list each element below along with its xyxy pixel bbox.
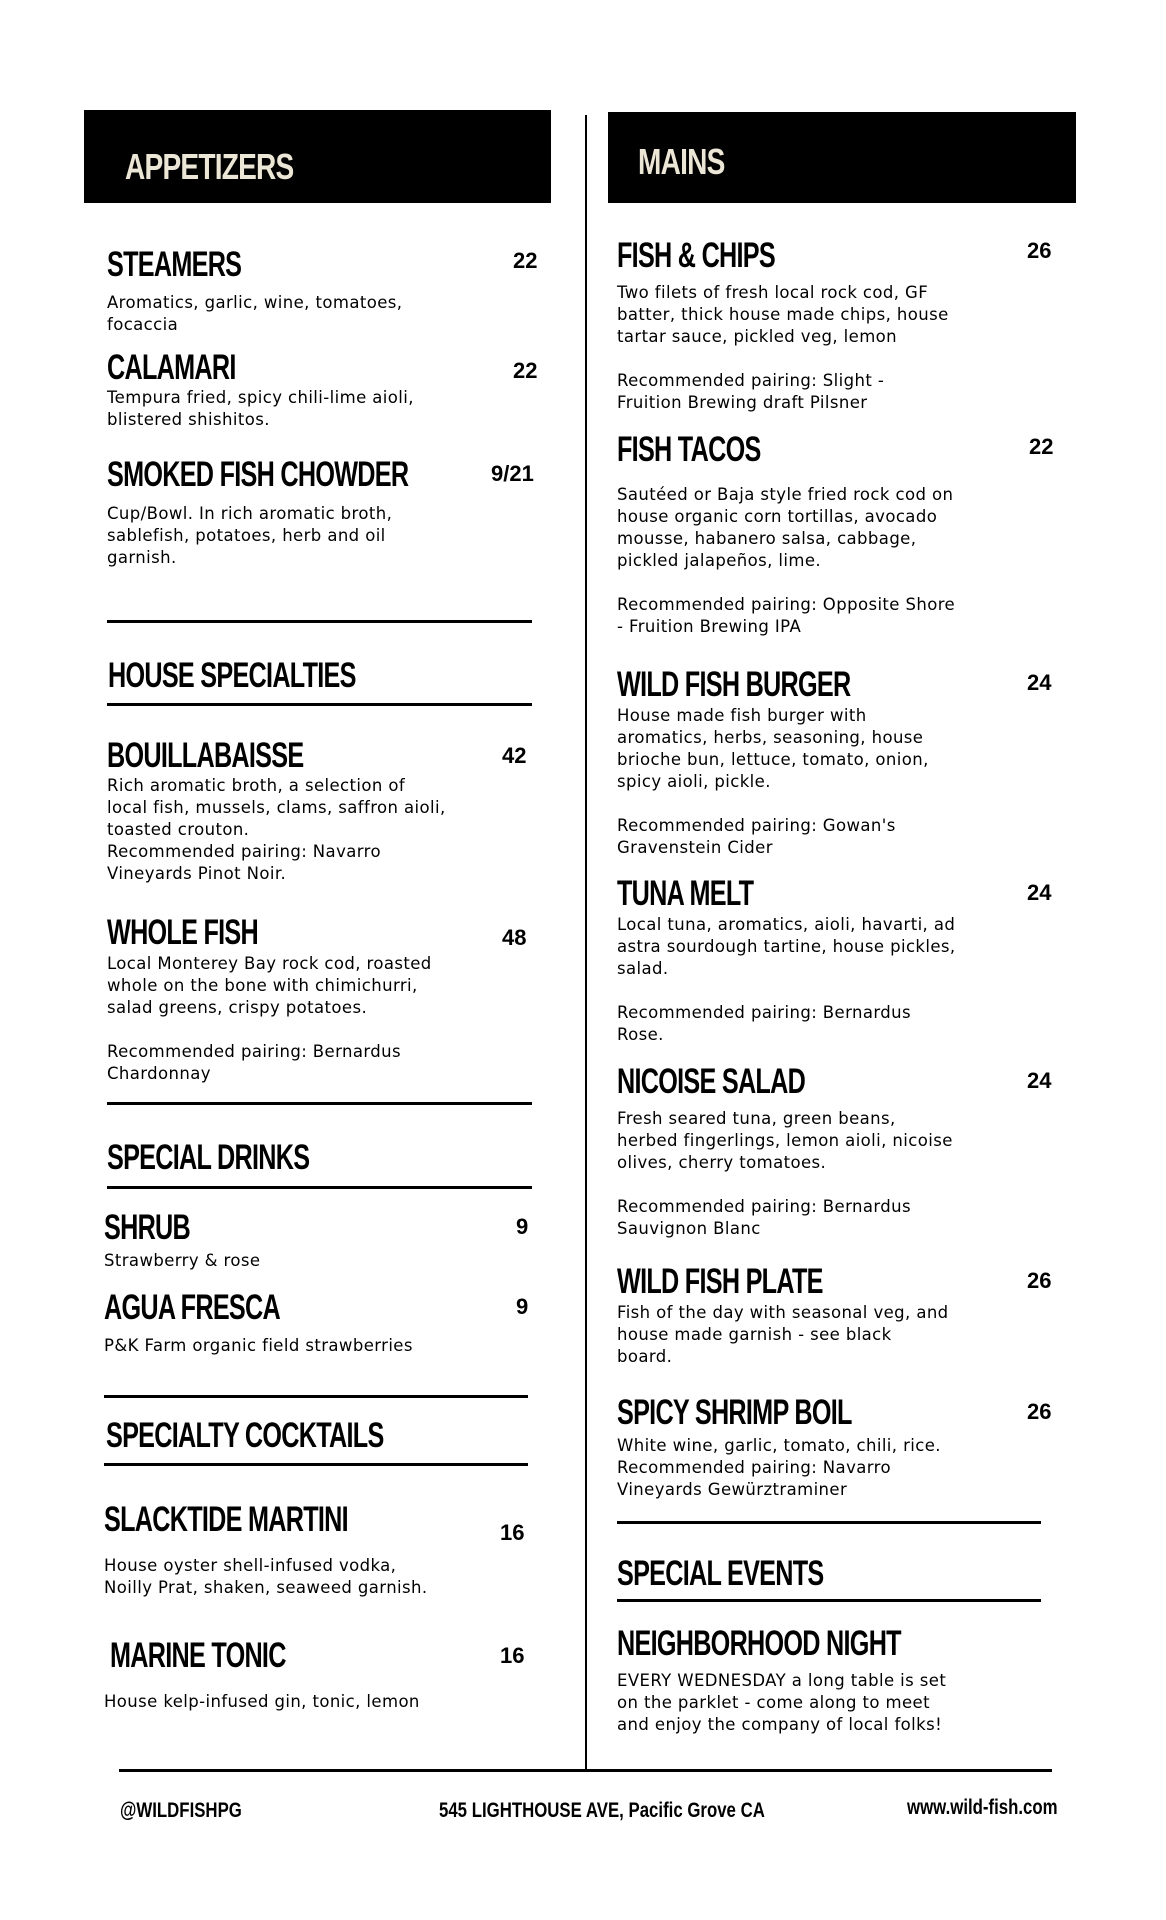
item-title: WHOLE FISH: [107, 913, 258, 952]
item-description: EVERY WEDNESDAY a long table is set on the parklet - come along to meet and enjoy the company of local folks!: [617, 1671, 947, 1734]
item-description: Two filets of fresh local rock cod, GF batter, thick house made chips, house tartar sauce, pickled veg, lemon Recommended pairing: Slight - Fruition Brewing draft Pilsner: [617, 283, 949, 412]
section-title: SPECIAL DRINKS: [107, 1138, 310, 1177]
section-divider: [107, 620, 532, 623]
item-price: 22: [513, 248, 538, 273]
item-title: WILD FISH BURGER: [617, 665, 851, 704]
section-divider: [107, 1186, 532, 1189]
item-title: SMOKED FISH CHOWDER: [107, 455, 409, 494]
column-divider: [585, 115, 587, 1770]
item-price: 26: [1027, 1268, 1052, 1293]
section-divider: [104, 1463, 528, 1466]
item-price: 26: [1027, 238, 1052, 263]
item-title: FISH & CHIPS: [617, 236, 775, 275]
item-description: House made fish burger with aromatics, herbs, seasoning, house brioche bun, lettuce, tomato, onion, spicy aioli, pickle. Recommended pairing: Gowan's Gravenstein Cider: [617, 706, 929, 857]
item-price: 9/21: [491, 461, 534, 486]
item-title: SLACKTIDE MARTINI: [104, 1500, 348, 1539]
item-description: White wine, garlic, tomato, chili, rice. Recommended pairing: Navarro Vineyards Gewürztraminer: [617, 1436, 941, 1499]
item-description: Aromatics, garlic, wine, tomatoes, focaccia: [107, 293, 403, 334]
section-divider: [617, 1599, 1041, 1602]
section-title: SPECIALTY COCKTAILS: [106, 1416, 384, 1455]
item-title: STEAMERS: [107, 245, 242, 284]
item-description: House oyster shell-infused vodka, Noilly Prat, shaken, seaweed garnish.: [104, 1556, 428, 1597]
section-divider: [107, 703, 532, 706]
item-price: 9: [516, 1214, 529, 1239]
item-title: AGUA FRESCA: [104, 1288, 280, 1327]
item-title: TUNA MELT: [617, 874, 754, 913]
item-price: 16: [500, 1520, 525, 1545]
item-description: Fresh seared tuna, green beans, herbed fingerlings, lemon aioli, nicoise olives, cherry tomatoes. Recommended pairing: Bernardus Sauvignon Blanc: [617, 1109, 953, 1238]
item-title: NICOISE SALAD: [617, 1062, 806, 1101]
item-title: CALAMARI: [107, 348, 236, 387]
item-description: P&K Farm organic field strawberries: [104, 1336, 413, 1355]
item-title: FISH TACOS: [617, 430, 761, 469]
item-description: Local Monterey Bay rock cod, roasted whole on the bone with chimichurri, salad greens, crispy potatoes. Recommended pairing: Bernardus Chardonnay: [107, 954, 432, 1083]
item-price: 22: [513, 358, 538, 383]
item-description: Strawberry & rose: [104, 1251, 261, 1270]
item-price: 48: [502, 925, 527, 950]
mains-header: MAINS: [638, 141, 725, 182]
item-description: Rich aromatic broth, a selection of local fish, mussels, clams, saffron aioli, toasted crouton. Recommended pairing: Navarro Vineyards Pinot Noir.: [107, 776, 446, 883]
item-description: House kelp-infused gin, tonic, lemon: [104, 1692, 420, 1711]
item-title: MARINE TONIC: [110, 1636, 286, 1675]
appetizers-header: APPETIZERS: [125, 146, 294, 187]
item-description: Tempura fried, spicy chili-lime aioli, blistered shishitos.: [107, 388, 414, 429]
item-price: 26: [1027, 1399, 1052, 1424]
section-divider: [107, 1102, 532, 1105]
item-description: Cup/Bowl. In rich aromatic broth, sablefish, potatoes, herb and oil garnish.: [107, 504, 393, 567]
item-title: SHRUB: [104, 1208, 191, 1247]
section-title: SPECIAL EVENTS: [617, 1554, 824, 1593]
item-title: NEIGHBORHOOD NIGHT: [617, 1624, 901, 1663]
footer-divider: [119, 1769, 1052, 1772]
item-price: 24: [1027, 670, 1052, 695]
item-description: Sautéed or Baja style fried rock cod on house organic corn tortillas, avocado mousse, habanero salsa, cabbage, pickled jalapeños, lime. Recommended pairing: Opposite Shore - Fruition Brewing IPA: [617, 485, 956, 636]
section-divider: [104, 1395, 528, 1398]
address: 545 LIGHTHOUSE AVE, Pacific Grove CA: [439, 1799, 765, 1822]
item-title: WILD FISH PLATE: [617, 1262, 823, 1301]
website: www.wild-fish.com: [907, 1796, 1058, 1819]
section-title: HOUSE SPECIALTIES: [108, 656, 356, 695]
item-price: 42: [502, 743, 527, 768]
instagram-handle: @WILDFISHPG: [120, 1799, 242, 1822]
item-price: 24: [1027, 880, 1052, 905]
item-price: 22: [1029, 434, 1054, 459]
item-price: 16: [500, 1643, 525, 1668]
item-title: BOUILLABAISSE: [107, 736, 304, 775]
item-title: SPICY SHRIMP BOIL: [617, 1393, 852, 1432]
item-description: Fish of the day with seasonal veg, and house made garnish - see black board.: [617, 1303, 949, 1366]
item-price: 9: [516, 1294, 529, 1319]
item-price: 24: [1027, 1068, 1052, 1093]
section-divider: [617, 1521, 1041, 1524]
item-description: Local tuna, aromatics, aioli, havarti, ad astra sourdough tartine, house pickles, salad. Recommended pairing: Bernardus Rose.: [617, 915, 956, 1044]
